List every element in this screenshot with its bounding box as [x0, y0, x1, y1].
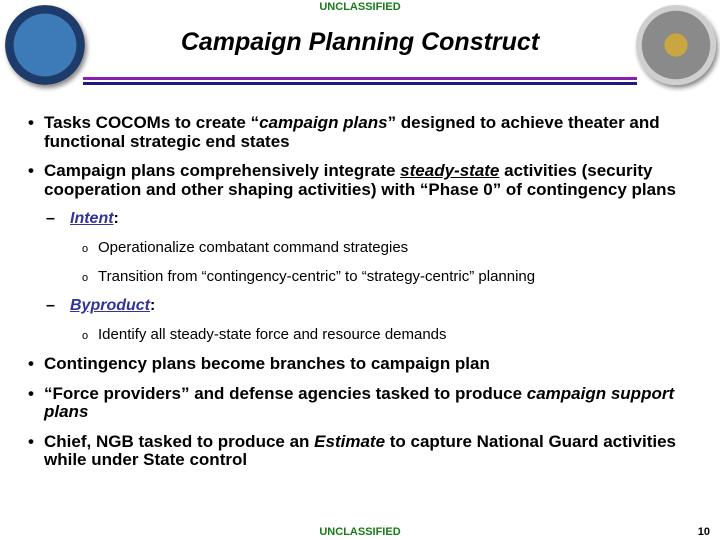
bullet-ngb: • Chief, NGB tasked to produce an Estimate to capture National Guard activities while under State control [28, 433, 708, 470]
page-number: 10 [697, 526, 710, 538]
bullet-contingency: • Contingency plans become branches to campaign plan [28, 355, 708, 374]
bullet-integrate: • Campaign plans comprehensively integrate steady-state activities (security cooperation and other shaping activities) with “Phase 0” of contingency plans [28, 162, 708, 199]
bullet-force-providers: • “Force providers” and defense agencies tasked to produce campaign support plans [28, 385, 708, 422]
sub-heading-intent: – Intent: [46, 210, 119, 227]
title-rule-purple [83, 77, 637, 80]
intent-item: o Transition from “contingency-centric” to “strategy-centric” planning [82, 268, 536, 285]
intent-item: o Operationalize combatant command strategies [82, 239, 409, 256]
sub-heading-byproduct: – Byproduct: [46, 297, 156, 314]
byproduct-item: o Identify all steady-state force and resource demands [82, 326, 447, 343]
slide-content [28, 114, 708, 481]
title-rule-navy [83, 82, 637, 85]
bullet-campaign-plans: • Tasks COCOMs to create “campaign plans” designed to achieve theater and functional strategic end states [28, 114, 708, 151]
slide-title: Campaign Planning Construct [180, 28, 540, 56]
classification-bottom: UNCLASSIFIED [319, 526, 401, 538]
classification-top: UNCLASSIFIED [319, 1, 401, 13]
